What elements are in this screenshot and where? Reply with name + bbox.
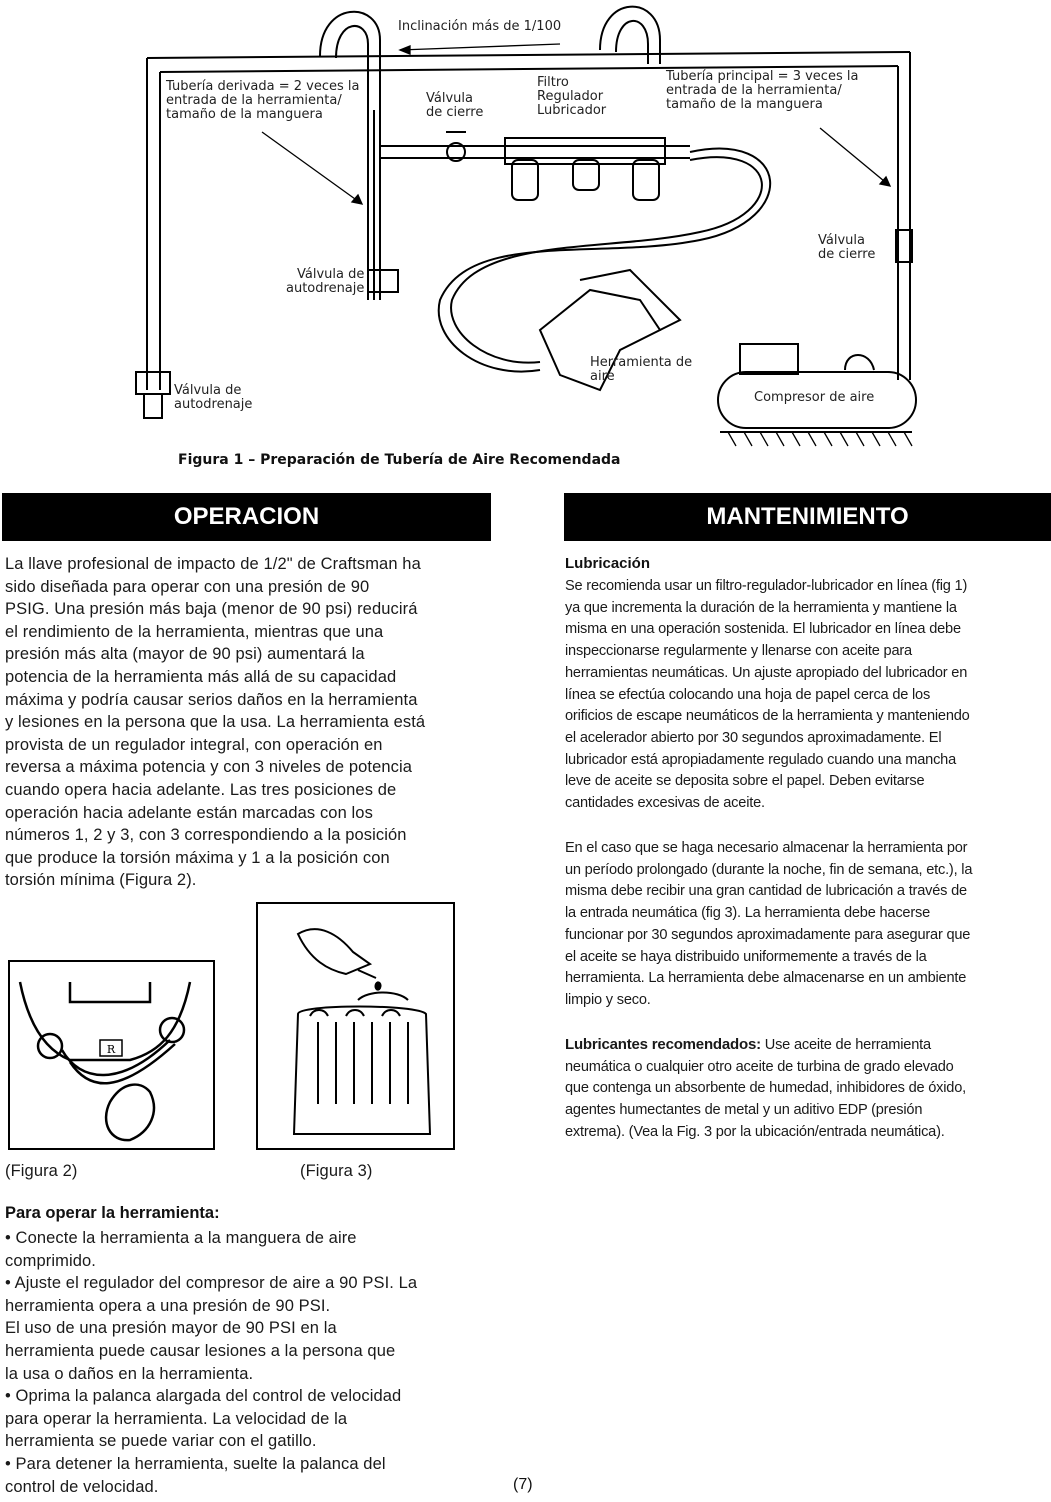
frl-label: Filtro Regulador Lubricador xyxy=(537,75,607,118)
figure-3 xyxy=(256,902,455,1150)
operate-instructions: • Conecte la herramienta a la manguera de aire comprimido. • Ajuste el regulador del compresor de aire a 90 PSI. La herramienta opera a una presión de 90 PSI. El uso de una presión mayor de 90 PSI en la herramienta puede causar lesiones a la persona que la usa o daños en la herramienta. • Oprima la palanca alargada del control de velocidad para operar la herramienta. La velocidad de la herramienta se puede variar con el gatillo. • Para detener la herramienta, suelte la palanca del control de velocidad. xyxy=(5,1229,418,1496)
mantenimiento-banner: MANTENIMIENTO xyxy=(564,493,1051,541)
operacion-intro: La llave profesional de impacto de 1/2" de Craftsman ha sido diseñada para operar con una presión de 90 PSIG. Una presión más baja (menor de 90 psi) reducirá el rendimiento de la herramienta, mientras que una presión más alta (mayor de 90 psi) aumentará la potencia de la herramienta más allá de su capacidad máxima y podría causar serios daños en la herramienta y lesiones en la persona que la usa. La herramienta está provista de un regulador integral, con operación en reversa a máxima potencia y con 3 niveles de potencia cuando opera hacia adelante. Las tres posiciones de operación hacia adelante están marcadas con los números 1, 2 y 3, con 3 correspondiendo a la posición que produce la torsión máxima y 1 a la posición con torsión mínima (Figura 2). xyxy=(5,555,426,890)
figure-1-caption: Figura 1 – Preparación de Tubería de Aire Recomendada xyxy=(178,452,621,468)
shutoff-valve-label-right: Válvula de cierre xyxy=(818,233,876,262)
auto-drain-label-mid: Válvula de autodrenaje xyxy=(286,267,365,296)
speed-regulator-illustration xyxy=(10,962,213,1148)
shutoff-valve-label-top: Válvula de cierre xyxy=(426,91,484,120)
main-line-label: Tubería principal = 3 veces la entrada de la herramienta/ tamaño de la manguera xyxy=(666,69,859,112)
figure-3-caption: (Figura 3) xyxy=(300,1162,373,1180)
operate-title: Para operar la herramienta: xyxy=(5,1204,220,1222)
reverse-mark: R xyxy=(106,1043,116,1056)
recommended-lubricants: Lubricantes recomendados: Use aceite de herramienta neumática o cualquier otro aceite de turbina de grado elevado que contenga un absorbente de humedad, inhibidores de óxido, agentes humectantes de metal y un aditivo EDP (presión extrema). (Vea la Fig. 3 por la ubicación/entrada neumática). xyxy=(565,1036,966,1140)
lubrication-heading: Lubricación xyxy=(565,555,651,572)
air-tool-label: Herramienta de aire xyxy=(590,355,693,384)
air-line-diagram xyxy=(0,0,1051,470)
auto-drain-label-left: Válvula de autodrenaje xyxy=(174,383,253,412)
page-number: (7) xyxy=(513,1476,533,1493)
branch-line-label: Tubería derivada = 2 veces la entrada de la herramienta/ tamaño de la manguera xyxy=(166,79,360,122)
compressor-label: Compresor de aire xyxy=(754,390,875,405)
figure-1 xyxy=(0,0,1051,480)
figure-2-caption: (Figura 2) xyxy=(5,1162,78,1180)
figure-2 xyxy=(8,960,215,1150)
slope-label: Inclinación más de 1/100 xyxy=(398,19,562,34)
lubrication-paragraph-2: En el caso que se haga necesario almacenar la herramienta por un período prolongado (durante la noche, fin de semana, etc.), la misma debe recibir una gran cantidad de lubricación a través de la entrada neumática (fig 3). La herramienta debe hacerse funcionar por 30 segundos aproximadamente para asegurar que el aceite se haya distribuido uniformemente a través de la herramienta. La herramienta debe almacenarse en un ambiente limpio y seco. xyxy=(565,840,973,1008)
recommended-label: Lubricantes recomendados: xyxy=(565,1036,761,1053)
operacion-banner: OPERACION xyxy=(2,493,491,541)
lubrication-paragraph-1: Se recomienda usar un filtro-regulador-lubricador en línea (fig 1) ya que incrementa la duración de la herramienta y mantiene la misma en una operación sostenida. El lubricador en línea debe inspeccionarse regularmente y llenarse con aceite para herramientas neumáticas. Un ajuste apropiado del lubricador en línea se efectúa colocando una hoja de papel cerca de los orificios de escape neumáticos de la herramienta y manteniendo el acelerador abierto por 30 segundos aproximadamente. El lubricador está apropiadamente regulado cuando una mancha leve de aceite se deposita sobre el papel. Deben evitarse cantidades excesivas de aceite. xyxy=(565,578,970,812)
oiling-illustration xyxy=(258,904,453,1148)
